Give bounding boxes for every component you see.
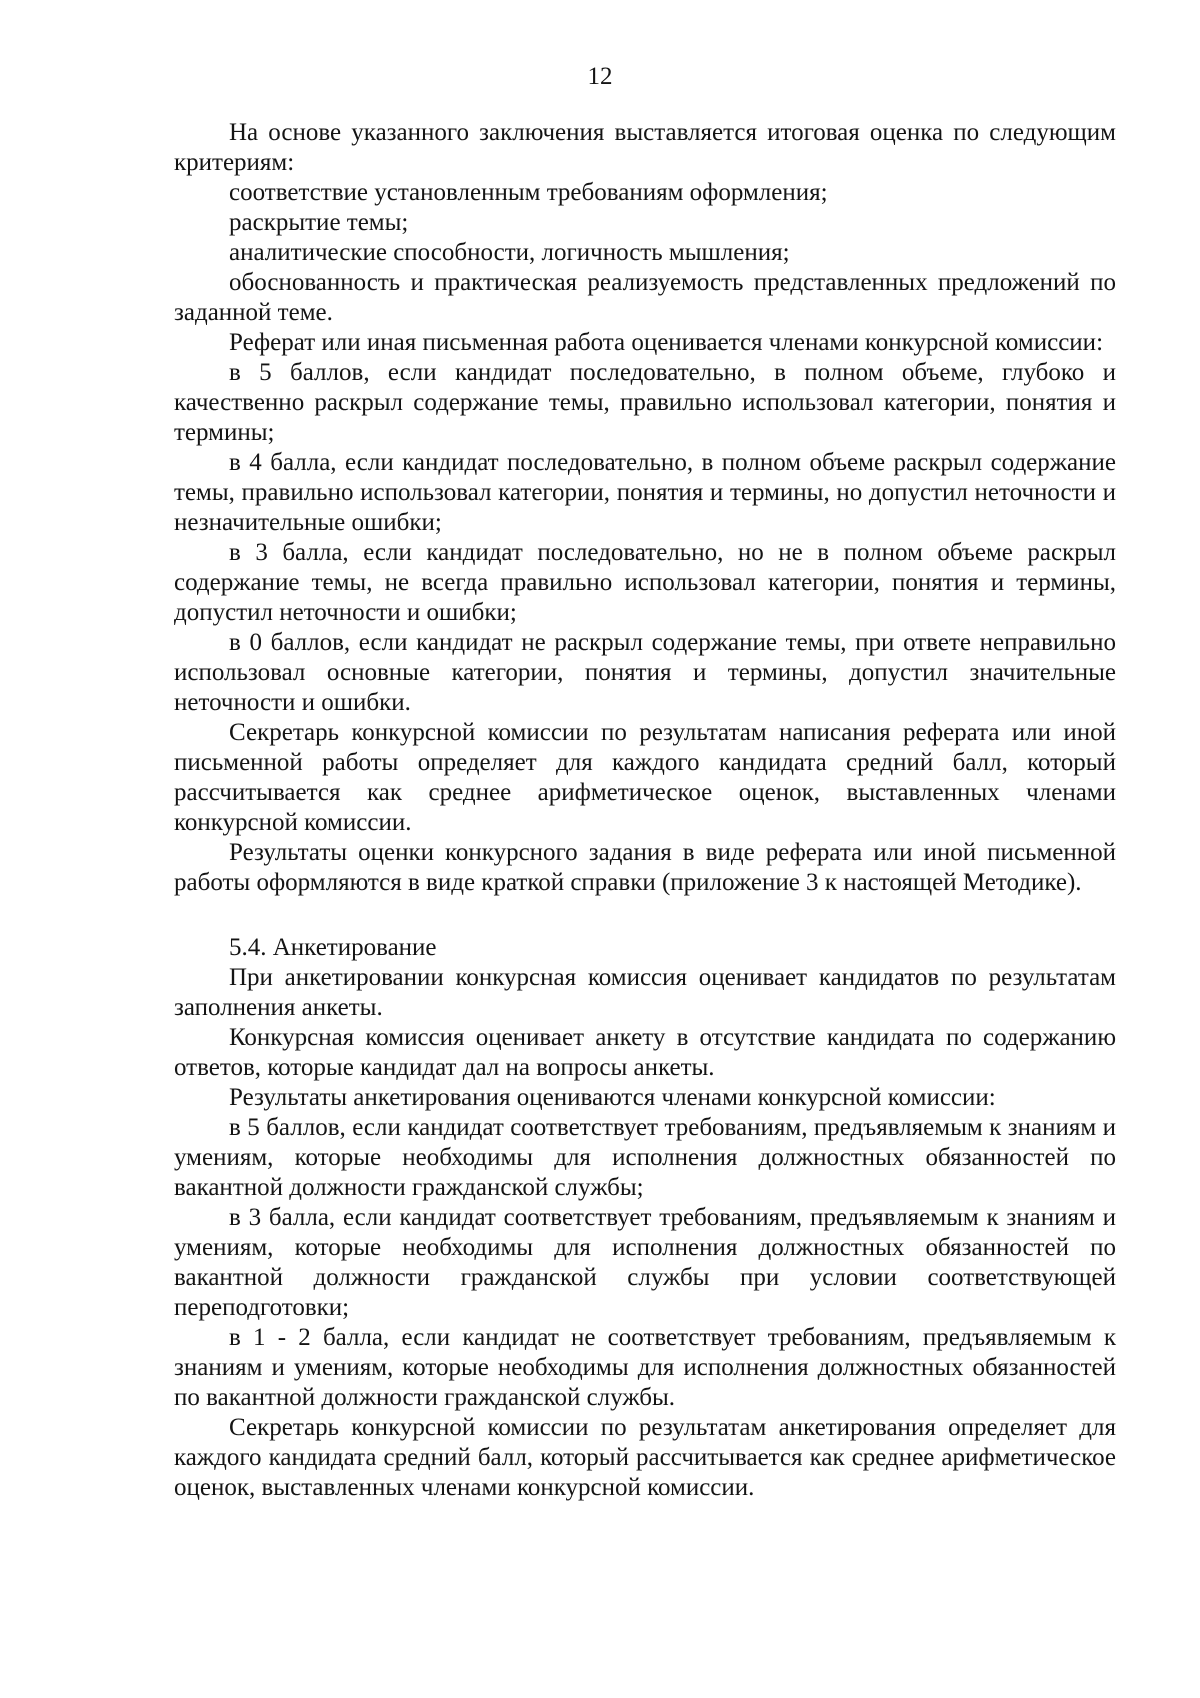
document-body	[174, 118, 1116, 1503]
criterion-analytical-skills: аналитические способности, логичность мышления;	[229, 239, 790, 266]
questionnaire-score-1-2: в 1 - 2 балла, если кандидат не соответствует требованиям, предъявляемым к знаниям и умениям, которые необходимы для исполнения должностных обязанностей по вакантной должности гражданской службы.	[174, 1324, 1116, 1411]
essay-score-5: в 5 баллов, если кандидат последовательно, в полном объеме, глубоко и качественно раскрыл содержание темы, правильно использовал категории, понятия и термины;	[174, 359, 1116, 446]
questionnaire-score-5: в 5 баллов, если кандидат соответствует требованиям, предъявляемым к знаниям и умениям, которые необходимы для исполнения должностных обязанностей по вакантной должности гражданской службы;	[174, 1114, 1116, 1201]
paragraph-questionnaire-average: Секретарь конкурсной комиссии по результатам анкетирования определяет для каждого кандидата средний балл, который рассчитывается как среднее арифметическое оценок, выставленных членами конкурсной комиссии.	[174, 1414, 1116, 1501]
essay-score-4: в 4 балла, если кандидат последовательно, в полном объеме раскрыл содержание темы, правильно использовал категории, понятия и термины, но допустил неточности и незначительные ошибки;	[174, 449, 1116, 536]
page-number: 12	[587, 63, 613, 90]
criterion-topic-coverage: раскрытие темы;	[229, 209, 409, 236]
essay-score-0: в 0 баллов, если кандидат не раскрыл содержание темы, при ответе неправильно использовал основные категории, понятия и термины, допустил значительные неточности и ошибки.	[174, 629, 1116, 716]
paragraph-questionnaire-evaluation: Результаты анкетирования оцениваются членами конкурсной комиссии:	[229, 1084, 996, 1111]
paragraph-essay-average: Секретарь конкурсной комиссии по результатам написания реферата или иной письменной работы определяет для каждого кандидата средний балл, который рассчитывается как среднее арифметическое оценок, выставленных членами конкурсной комиссии.	[174, 719, 1116, 836]
essay-score-3: в 3 балла, если кандидат последовательно, но не в полном объеме раскрыл содержание темы, не всегда правильно использовал категории, понятия и термины, допустил неточности и ошибки;	[174, 539, 1116, 626]
paragraph-final-grade-intro: На основе указанного заключения выставляется итоговая оценка по следующим критериям:	[174, 119, 1116, 176]
criterion-feasibility: обоснованность и практическая реализуемость представленных предложений по заданной теме.	[174, 269, 1116, 326]
paragraph-essay-evaluation: Реферат или иная письменная работа оценивается членами конкурсной комиссии:	[229, 329, 1104, 356]
paragraph-questionnaire-intro: При анкетировании конкурсная комиссия оценивает кандидатов по результатам заполнения анкеты.	[174, 964, 1116, 1021]
section-heading: 5.4. Анкетирование	[229, 934, 437, 961]
questionnaire-score-3: в 3 балла, если кандидат соответствует требованиям, предъявляемым к знаниям и умениям, которые необходимы для исполнения должностных обязанностей по вакантной должности гражданской службы при условии соответствующей переподготовки;	[174, 1204, 1116, 1321]
paragraph-essay-results: Результаты оценки конкурсного задания в виде реферата или иной письменной работы оформляются в виде краткой справки (приложение 3 к настоящей Методике).	[174, 839, 1116, 896]
paragraph-questionnaire-absence: Конкурсная комиссия оценивает анкету в отсутствие кандидата по содержанию ответов, которые кандидат дал на вопросы анкеты.	[174, 1024, 1116, 1081]
criterion-formatting: соответствие установленным требованиям оформления;	[229, 179, 828, 206]
